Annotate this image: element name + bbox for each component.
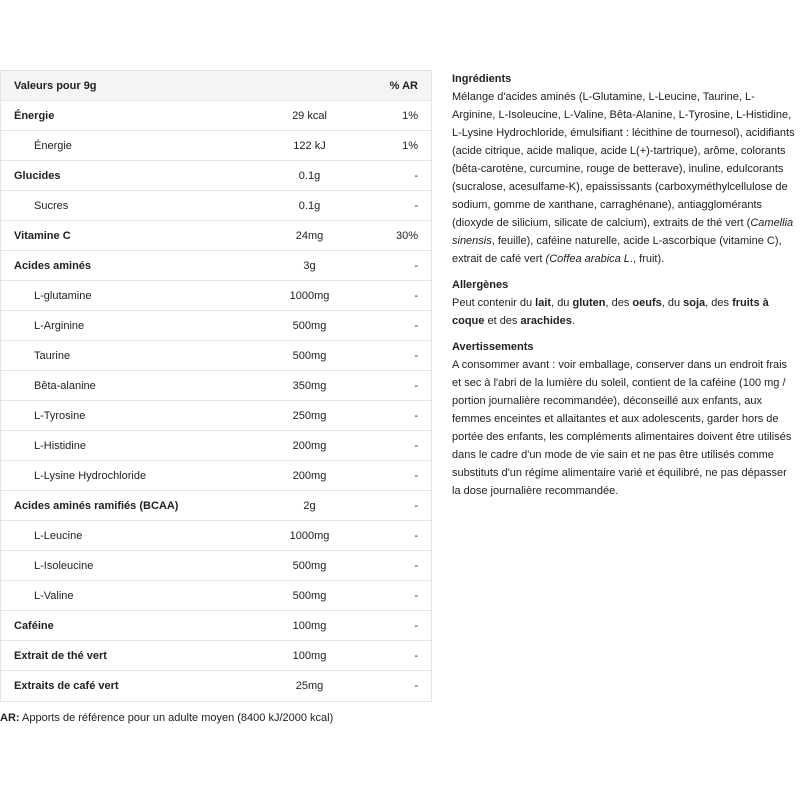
table-row bbox=[1, 581, 431, 611]
nutrient-name: L-Valine bbox=[34, 589, 74, 602]
table-row bbox=[1, 191, 431, 221]
nutrient-quantity: 1000mg bbox=[289, 289, 330, 302]
nutrient-name: Vitamine C bbox=[14, 229, 71, 242]
table-row bbox=[1, 281, 431, 311]
nutrient-name: L-Tyrosine bbox=[34, 409, 86, 422]
header-ar-label: % AR bbox=[389, 79, 418, 92]
ar-footnote-text: Apports de référence pour un adulte moyen (8400 kJ/2000 kcal) bbox=[22, 712, 334, 724]
nutrient-name: L-Arginine bbox=[34, 319, 85, 332]
nutrient-name: Acides aminés ramifiés (BCAA) bbox=[14, 499, 179, 512]
ar-footnote bbox=[0, 712, 333, 724]
nutrient-quantity: 3g bbox=[303, 259, 316, 272]
nutrient-name: L-Isoleucine bbox=[34, 559, 94, 572]
nutrient-ar-percent: - bbox=[414, 529, 418, 542]
nutrient-quantity: 500mg bbox=[292, 319, 327, 332]
nutrient-quantity: 500mg bbox=[292, 589, 327, 602]
nutrient-ar-percent: 1% bbox=[402, 139, 418, 152]
allergens-text: Peut contenir du lait, du gluten, des oeufs, du soja, des fruits à coque et des arachides. bbox=[452, 297, 769, 327]
nutrient-ar-percent: 30% bbox=[395, 229, 418, 242]
nutrient-ar-percent: - bbox=[414, 379, 418, 392]
nutrient-ar-percent: - bbox=[414, 169, 418, 182]
table-row bbox=[1, 221, 431, 251]
nutrient-quantity: 25mg bbox=[295, 680, 324, 692]
nutrient-name: Caféine bbox=[14, 619, 54, 632]
nutrient-name: Acides aminés bbox=[14, 259, 92, 272]
nutrient-name: Énergie bbox=[14, 109, 55, 122]
table-row bbox=[1, 341, 431, 371]
nutrient-ar-percent: 1% bbox=[402, 109, 418, 122]
allergens-title: Allergènes bbox=[452, 279, 509, 291]
table-row bbox=[1, 311, 431, 341]
nutrient-name: Glucides bbox=[14, 169, 61, 182]
nutrient-name: L-Leucine bbox=[34, 529, 83, 542]
nutrient-quantity: 500mg bbox=[292, 349, 327, 362]
nutrient-name: Énergie bbox=[34, 139, 72, 152]
nutrient-name: Extrait de thé vert bbox=[14, 649, 107, 662]
ar-footnote-label: AR: bbox=[0, 712, 20, 724]
table-row bbox=[1, 101, 431, 131]
warnings-title: Avertissements bbox=[452, 341, 534, 353]
product-info-column bbox=[452, 70, 797, 508]
nutrient-name: L-Lysine Hydrochloride bbox=[34, 469, 147, 482]
nutrient-ar-percent: - bbox=[414, 199, 418, 212]
table-row bbox=[1, 521, 431, 551]
nutrient-quantity: 0.1g bbox=[298, 199, 321, 212]
nutrient-quantity: 1000mg bbox=[289, 529, 330, 542]
nutrient-ar-percent: - bbox=[414, 619, 418, 632]
nutrient-quantity: 100mg bbox=[292, 649, 327, 662]
nutrient-quantity: 0.1g bbox=[298, 169, 321, 182]
table-row bbox=[1, 431, 431, 461]
nutrient-ar-percent: - bbox=[414, 499, 418, 512]
nutrient-ar-percent: - bbox=[414, 349, 418, 362]
nutrient-name: L-Histidine bbox=[34, 439, 86, 452]
nutrient-name: Extraits de café vert bbox=[14, 680, 119, 692]
nutrient-ar-percent: - bbox=[414, 439, 418, 452]
nutrient-quantity: 122 kJ bbox=[293, 139, 326, 152]
nutrient-name: Sucres bbox=[34, 199, 69, 212]
allergens-section bbox=[452, 276, 797, 330]
header-values-label: Valeurs pour 9g bbox=[14, 79, 97, 92]
table-header-row bbox=[1, 71, 431, 101]
nutrient-ar-percent: - bbox=[414, 319, 418, 332]
nutrient-quantity: 250mg bbox=[292, 409, 327, 422]
nutrient-quantity: 200mg bbox=[292, 469, 327, 482]
table-row bbox=[1, 161, 431, 191]
warnings-text: A consommer avant : voir emballage, conserver dans un endroit frais et sec à l'abri de la lumière du soleil, contient de la caféine (100 mg / portion journalière recommandée), déconseillé aux enfants, aux femmes enceintes et allaitantes et aux adolescents, garder hors de portée des enfants, les compléments alimentaires doivent être utilisés dans le cadre d'un mode de vie sain et ne pas être utilisés comme substituts d'un régime alimentaire varié et équilibré, ne pas dépasser la dose journalière recommandée. bbox=[452, 359, 792, 497]
nutrient-quantity: 500mg bbox=[292, 559, 327, 572]
table-body bbox=[1, 101, 431, 701]
table-row bbox=[1, 461, 431, 491]
nutrient-quantity: 24mg bbox=[295, 229, 324, 242]
warnings-section bbox=[452, 338, 797, 500]
table-row bbox=[1, 251, 431, 281]
table-row bbox=[1, 371, 431, 401]
ingredients-section bbox=[452, 70, 797, 268]
table-row bbox=[1, 641, 431, 671]
nutrient-ar-percent: - bbox=[414, 649, 418, 662]
nutrient-ar-percent: - bbox=[414, 559, 418, 572]
table-row bbox=[1, 131, 431, 161]
nutrient-quantity: 200mg bbox=[292, 439, 327, 452]
nutrition-table bbox=[0, 70, 432, 702]
nutrient-ar-percent: - bbox=[414, 469, 418, 482]
table-row bbox=[1, 551, 431, 581]
nutrient-quantity: 100mg bbox=[292, 619, 327, 632]
table-row bbox=[1, 611, 431, 641]
nutrient-quantity: 29 kcal bbox=[292, 109, 327, 122]
nutrient-name: L-glutamine bbox=[34, 289, 92, 302]
nutrient-name: Bêta-alanine bbox=[34, 379, 96, 392]
nutrient-name: Taurine bbox=[34, 349, 71, 362]
nutrient-ar-percent: - bbox=[414, 589, 418, 602]
ingredients-text: Mélange d'acides aminés (L-Glutamine, L-Leucine, Taurine, L-Arginine, L-Isoleucine, L-Valine, Bêta-Alanine, L-Tyrosine, L-Histidine, L-Lysine Hydrochloride, émulsifiant : lécithine de tournesol), acidifiants (acide citrique, acide malique, acide L(+)-tartrique), arôme, colorants (bêta-carotène, curcumine, rouge de betterave), inuline, edulcorants (sucralose, acesulfame-K), epaississants (carboxyméthylcellulose de sodium, gomme de xanthane, carraghénane), antiagglomérants (dioxyde de silicium, silicate de calcium), extraits de thé vert (Camellia sinensis, feuille), caféine naturelle, acide L-ascorbique (vitamine C), extrait de café vert (Coffea arabica L., fruit). bbox=[452, 91, 795, 265]
nutrient-ar-percent: - bbox=[414, 409, 418, 422]
nutrient-quantity: 350mg bbox=[292, 379, 327, 392]
table-row bbox=[1, 401, 431, 431]
nutrient-quantity: 2g bbox=[303, 499, 316, 512]
nutrient-ar-percent: - bbox=[414, 680, 418, 692]
nutrient-ar-percent: - bbox=[414, 289, 418, 302]
ingredients-title: Ingrédients bbox=[452, 73, 512, 85]
nutrient-ar-percent: - bbox=[414, 259, 418, 272]
table-row bbox=[1, 671, 431, 701]
table-row bbox=[1, 491, 431, 521]
